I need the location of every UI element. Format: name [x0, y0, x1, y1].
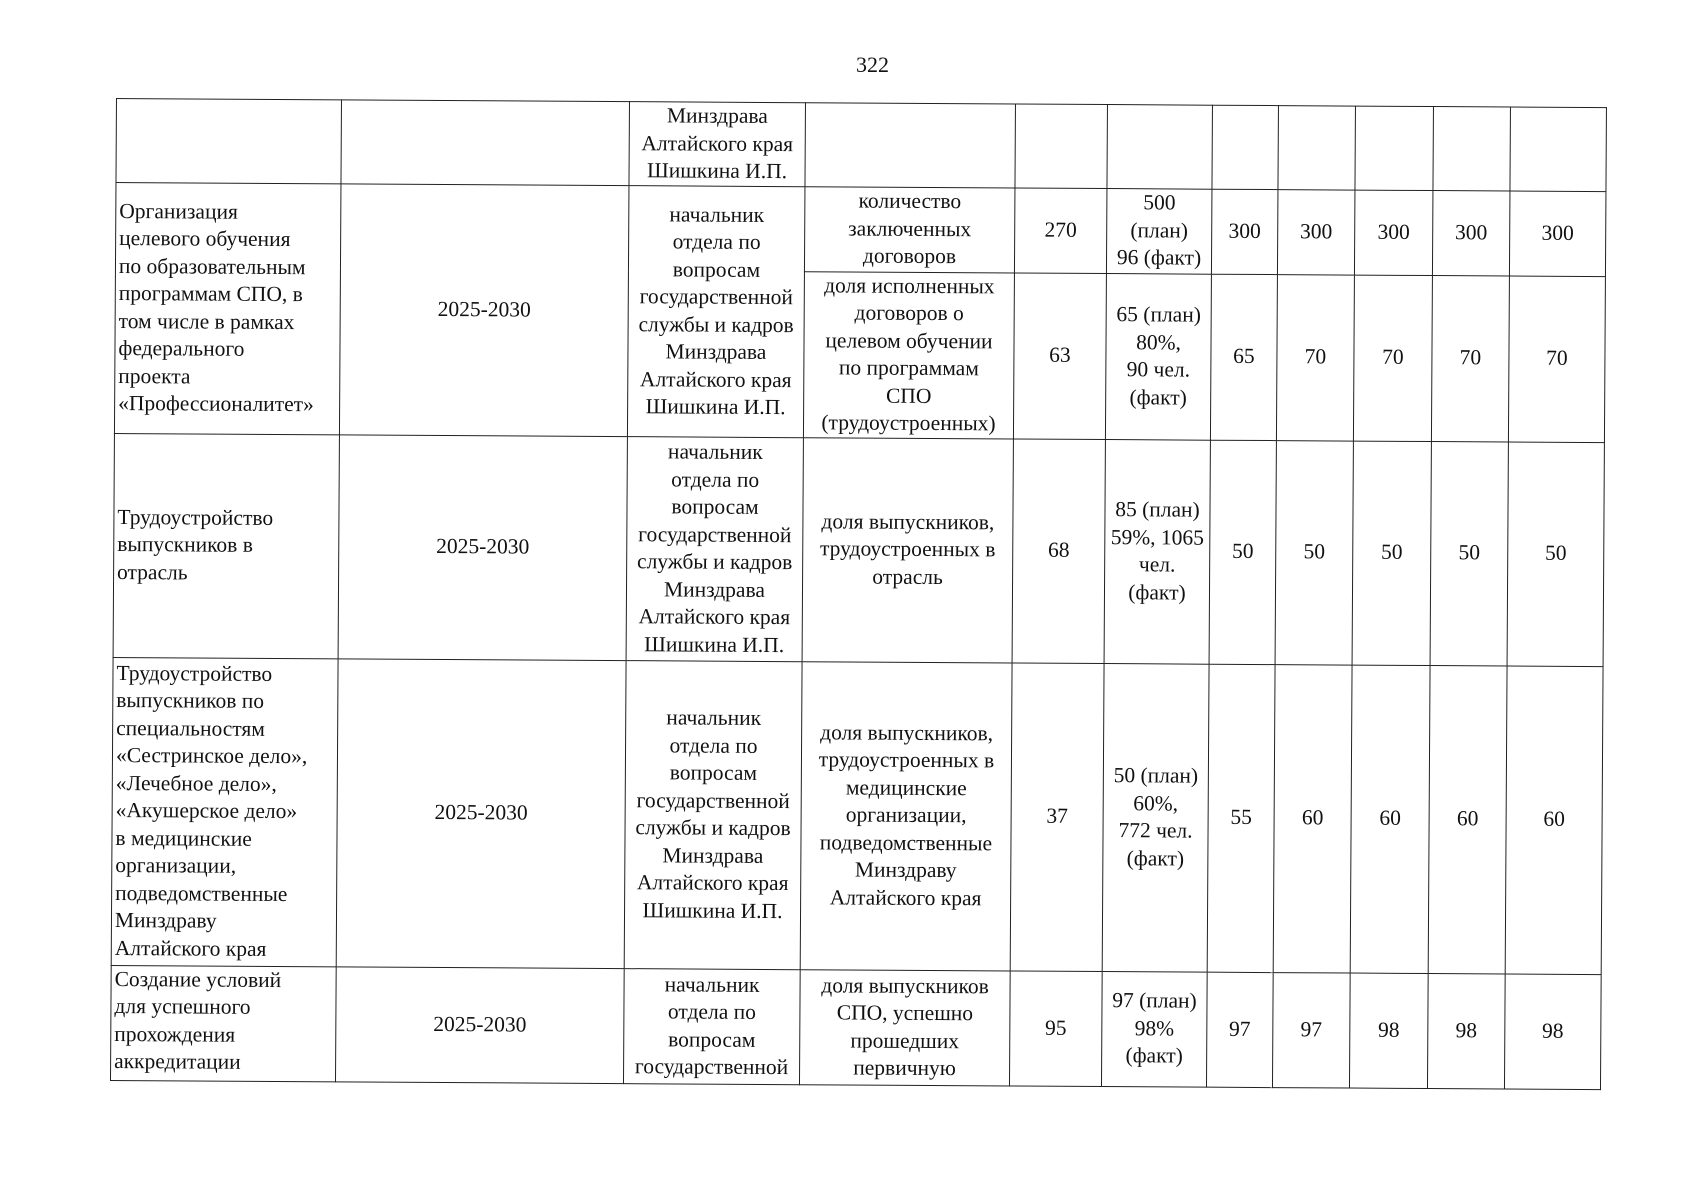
indicator-cell: доля выпускников, трудоустроенных в отрасль — [802, 437, 1013, 662]
year-value-cell — [1212, 105, 1279, 189]
period-cell: 2025-2030 — [336, 658, 626, 968]
year-value-cell: 50 — [1209, 440, 1276, 664]
year-value-cell: 70 — [1431, 275, 1509, 441]
activity-cell — [116, 99, 342, 184]
actual-value-cell: 50 (план) 60%, 772 чел. (факт) — [1102, 663, 1209, 972]
activity-cell: Трудоустройство выпускников по специальностям «Сестринское дело», «Лечебное дело», «Акушерское дело» в медицинские организации, подведомственные Минздраву Алтайского края — [111, 657, 338, 966]
year-value-cell: 300 — [1354, 190, 1433, 275]
period-cell: 2025-2030 — [339, 183, 629, 436]
indicator-cell: доля исполненных договоров о целевом обучении по программам СПО (трудоустроенных) — [803, 271, 1014, 438]
period-cell: 2025-2030 — [335, 966, 624, 1083]
page-number: 322 — [856, 52, 889, 77]
base-value-cell: 270 — [1014, 187, 1107, 273]
program-table — [110, 98, 1607, 1090]
year-value-cell: 97 — [1272, 972, 1350, 1087]
year-value-cell: 60 — [1350, 665, 1430, 973]
year-value-cell: 50 — [1275, 440, 1353, 664]
year-value-cell: 300 — [1277, 189, 1355, 274]
year-value-cell: 97 — [1206, 972, 1273, 1087]
year-value-cell: 50 — [1507, 442, 1604, 667]
base-value-cell: 37 — [1010, 662, 1104, 971]
year-value-cell: 55 — [1207, 664, 1275, 972]
responsible-cell: начальник отдела по вопросам государственной службы и кадров Минздрава Алтайского края Шишкина И.П. — [626, 436, 803, 661]
year-value-cell: 50 — [1352, 441, 1431, 665]
actual-value-cell — [1107, 105, 1213, 189]
year-value-cell: 70 — [1508, 276, 1605, 443]
responsible-cell: Минздрава Алтайского края Шишкина И.П. — [629, 102, 806, 187]
year-value-cell: 98 — [1427, 973, 1505, 1088]
base-value-cell: 95 — [1009, 970, 1102, 1086]
actual-value-cell: 65 (план) 80%, 90 чел. (факт) — [1105, 273, 1211, 440]
indicator-cell: количество заключенных договоров — [804, 186, 1015, 272]
year-value-cell: 60 — [1505, 666, 1603, 975]
table-row — [111, 965, 1602, 1089]
responsible-cell: начальник отдела по вопросам государственной службы и кадров Минздрава Алтайского края Шишкина И.П. — [624, 660, 802, 969]
year-value-cell: 70 — [1276, 274, 1354, 440]
year-value-cell — [1355, 106, 1434, 190]
responsible-cell: начальник отдела по вопросам государственной — [623, 968, 800, 1084]
year-value-cell — [1433, 107, 1511, 191]
base-value-cell: 68 — [1012, 438, 1105, 663]
activity-cell: Организация целевого обучения по образовательным программам СПО, в том числе в рамках федерального проекта «Профессионалитет» — [114, 182, 341, 434]
table-row — [111, 657, 1603, 974]
year-value-cell: 70 — [1353, 275, 1432, 441]
base-value-cell — [1015, 104, 1108, 188]
base-value-cell: 63 — [1013, 272, 1106, 439]
actual-value-cell: 500 (план) 96 (факт) — [1106, 188, 1212, 274]
table-row — [116, 99, 1606, 192]
year-value-cell: 98 — [1504, 974, 1601, 1090]
year-value-cell: 50 — [1430, 441, 1508, 665]
actual-value-cell: 97 (план) 98% (факт) — [1101, 971, 1207, 1087]
table-row — [115, 182, 1605, 276]
period-cell — [341, 100, 630, 185]
responsible-cell: начальник отдела по вопросам государственной службы и кадров Минздрава Алтайского края Шишкина И.П. — [627, 185, 805, 437]
indicator-cell: доля выпускников СПО, успешно прошедших первичную — [799, 969, 1010, 1085]
indicator-cell — [805, 103, 1016, 188]
year-value-cell: 300 — [1509, 191, 1606, 277]
year-value-cell: 300 — [1211, 189, 1278, 274]
activity-cell: Трудоустройство выпускников в отрасль — [113, 433, 339, 658]
year-value-cell — [1510, 107, 1607, 191]
year-value-cell: 98 — [1349, 973, 1428, 1088]
year-value-cell: 65 — [1210, 274, 1277, 440]
year-value-cell — [1278, 106, 1356, 190]
year-value-cell: 60 — [1428, 665, 1507, 973]
table-row — [113, 433, 1604, 666]
indicator-cell: доля выпускников, трудоустроенных в медицинские организации, подведомственные Минздраву Алтайского края — [800, 661, 1012, 970]
year-value-cell: 60 — [1273, 664, 1352, 972]
actual-value-cell: 85 (план) 59%, 1065 чел. (факт) — [1104, 439, 1210, 664]
period-cell: 2025-2030 — [338, 434, 627, 660]
year-value-cell: 300 — [1432, 190, 1510, 275]
activity-cell: Создание условий для успешного прохождения аккредитации — [111, 965, 337, 1081]
